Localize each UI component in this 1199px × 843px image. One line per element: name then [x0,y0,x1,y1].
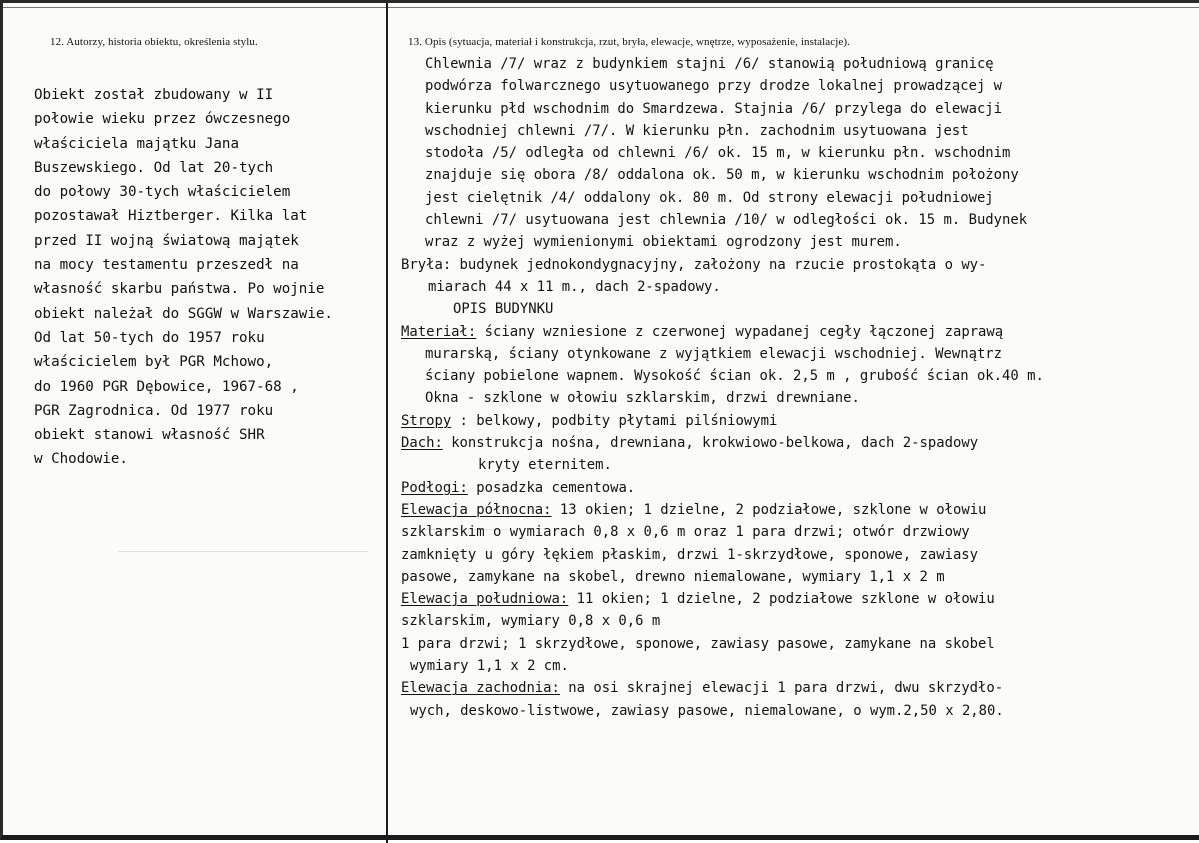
history-line: połowie wieku przez ówczesnego [34,111,291,128]
situation-line: stodoła /5/ odległa od chlewni /6/ ok. 15 m, w kierunku płn. wschodnim [425,145,1011,162]
section-12-header: 12. Autorzy, historia obiektu, określenia stylu. [50,36,258,48]
elewacja-poludniowa-text: 11 okien; 1 dzielne, 2 podziałowe szklone w ołowiu [568,591,995,608]
situation-line: Chlewnia /7/ wraz z budynkiem stajni /6/ stanowią południową granicę [425,56,994,72]
situation-line: podwórza folwarcznego usytuowanego przy drodze lokalnej prowadzącej w [425,78,1003,95]
material-text: ściany wzniesione z czerwonej wypadanej cegły łączonej zaprawą [476,323,1004,340]
description-text [401,53,1199,722]
history-line: obiekt stanowi własność SHR [34,427,265,444]
history-line: właściciela majątku Jana [34,135,239,152]
column-divider [386,3,388,843]
elewacja-polnocna-line: zamknięty u góry łękiem płaskim, drzwi 1-skrzydłowe, sponowe, zawiasy [401,546,979,563]
material-line: ściany pobielone wapnem. Wysokość ścian ok. 2,5 m , grubość ścian ok.40 m. [425,368,1044,385]
section-13-header: 13. Opis (sytuacja, materiał i konstrukcja, rzut, bryła, elewacje, wnętrze, wyposażenie, instalacje). [408,36,850,48]
stropy-text: : belkowy, podbity płytami pilśniowymi [451,412,778,429]
situation-line: kierunku płd wschodnim do Smardzewa. Stajnia /6/ przylega do elewacji [425,100,1003,117]
history-line: Obiekt został zbudowany w II [34,87,274,103]
situation-line: jest cielętnik /4/ oddalony ok. 80 m. Od strony elewacji południowej [425,189,994,206]
history-line: PGR Zagrodnica. Od 1977 roku [34,402,274,419]
elewacja-poludniowa-row [401,588,1199,610]
bryla-label: Bryła: [401,256,452,273]
podlogi-row [401,477,1199,499]
dach-line: kryty eternitem. [478,457,612,474]
podlogi-label: Podłogi: [401,479,468,496]
history-line: Od lat 50-tych do 1957 roku [34,329,265,346]
dach-row [401,432,1199,454]
material-line: murarską, ściany otynkowane z wyjątkiem elewacji wschodniej. Wewnątrz [425,345,1003,362]
stropy-label: Stropy [401,412,452,429]
history-line: w Chodowie. [34,451,128,468]
elewacja-zachodnia-row [401,677,1199,699]
elewacja-polnocna-line: pasowe, zamykane na skobel, drewno niemalowane, wymiary 1,1 x 2 m [401,568,945,585]
material-row [401,321,1199,343]
history-line: przed II wojną światową majątek [34,232,299,249]
elewacja-zachodnia-line: wych, deskowo-listwowe, zawiasy pasowe, niemalowane, o wym.2,50 x 2,80. [410,702,1004,719]
history-line: do połowy 30-tych właścicielem [34,184,291,201]
bryla-line: miarach 44 x 11 m., dach 2-spadowy. [428,278,721,295]
elewacja-poludniowa-line: wymiary 1,1 x 2 cm. [410,658,569,675]
podlogi-text: posadzka cementowa. [467,479,636,496]
material-label: Materiał: [401,323,477,340]
situation-line: wschodniej chlewni /7/. W kierunku płn. zachodnim usytuowana jest [425,122,969,139]
stropy-row [401,410,1199,432]
dach-text: konstrukcja nośna, drewniana, krokwiowo-belkowa, dach 2-spadowy [442,435,979,452]
situation-line: znajduje się obora /8/ oddalona ok. 50 m, w kierunku wschodnim położony [425,167,1019,184]
situation-line: wraz z wyżej wymienionymi obiektami ogrodzony jest murem. [425,234,902,251]
bryla-row [401,254,1199,276]
history-line: obiekt należał do SGGW w Warszawie. [34,305,333,322]
history-line: Buszewskiego. Od lat 20-tych [34,159,274,176]
elewacja-zachodnia-label: Elewacja zachodnia: [401,680,560,697]
history-text [34,83,384,472]
elewacja-zachodnia-text: na osi skrajnej elewacji 1 para drzwi, dwu skrzydło- [559,680,1004,697]
material-line: Okna - szklone w ołowiu szklarskim, drzwi drewniane. [425,390,860,407]
elewacja-poludniowa-line: szklarskim, wymiary 0,8 x 0,6 m [401,613,661,630]
opis-heading: OPIS BUDYNKU [453,301,554,318]
top-rule [3,7,1199,8]
elewacja-poludniowa-label: Elewacja południowa: [401,591,569,608]
history-line: własność skarbu państwa. Po wojnie [34,281,325,298]
bleed-through-mark [118,551,368,552]
elewacja-polnocna-label: Elewacja północna: [401,501,552,518]
elewacja-polnocna-line: szklarskim o wymiarach 0,8 x 0,6 m oraz 1 para drzwi; otwór drzwiowy [401,524,970,541]
dach-label: Dach: [401,435,443,452]
elewacja-poludniowa-line: 1 para drzwi; 1 skrzydłowe, sponowe, zawiasy pasowe, zamykane na skobel [401,635,995,652]
history-line: pozostawał Hiztberger. Kilka lat [34,208,308,225]
elewacja-polnocna-row [401,499,1199,521]
situation-line: chlewni /7/ usytuowana jest chlewnia /10/ w odległości ok. 15 m. Budynek [425,212,1028,229]
history-line: do 1960 PGR Dębowice, 1967-68 , [34,378,299,395]
bryla-text: budynek jednokondygnacyjny, założony na rzucie prostokąta o wy- [451,256,987,273]
elewacja-polnocna-text: 13 okien; 1 dzielne, 2 podziałowe, szklone w ołowiu [551,501,987,518]
history-line: na mocy testamentu przeszedł na [34,257,299,274]
history-line: właścicielem był PGR Mchowo, [34,354,274,371]
